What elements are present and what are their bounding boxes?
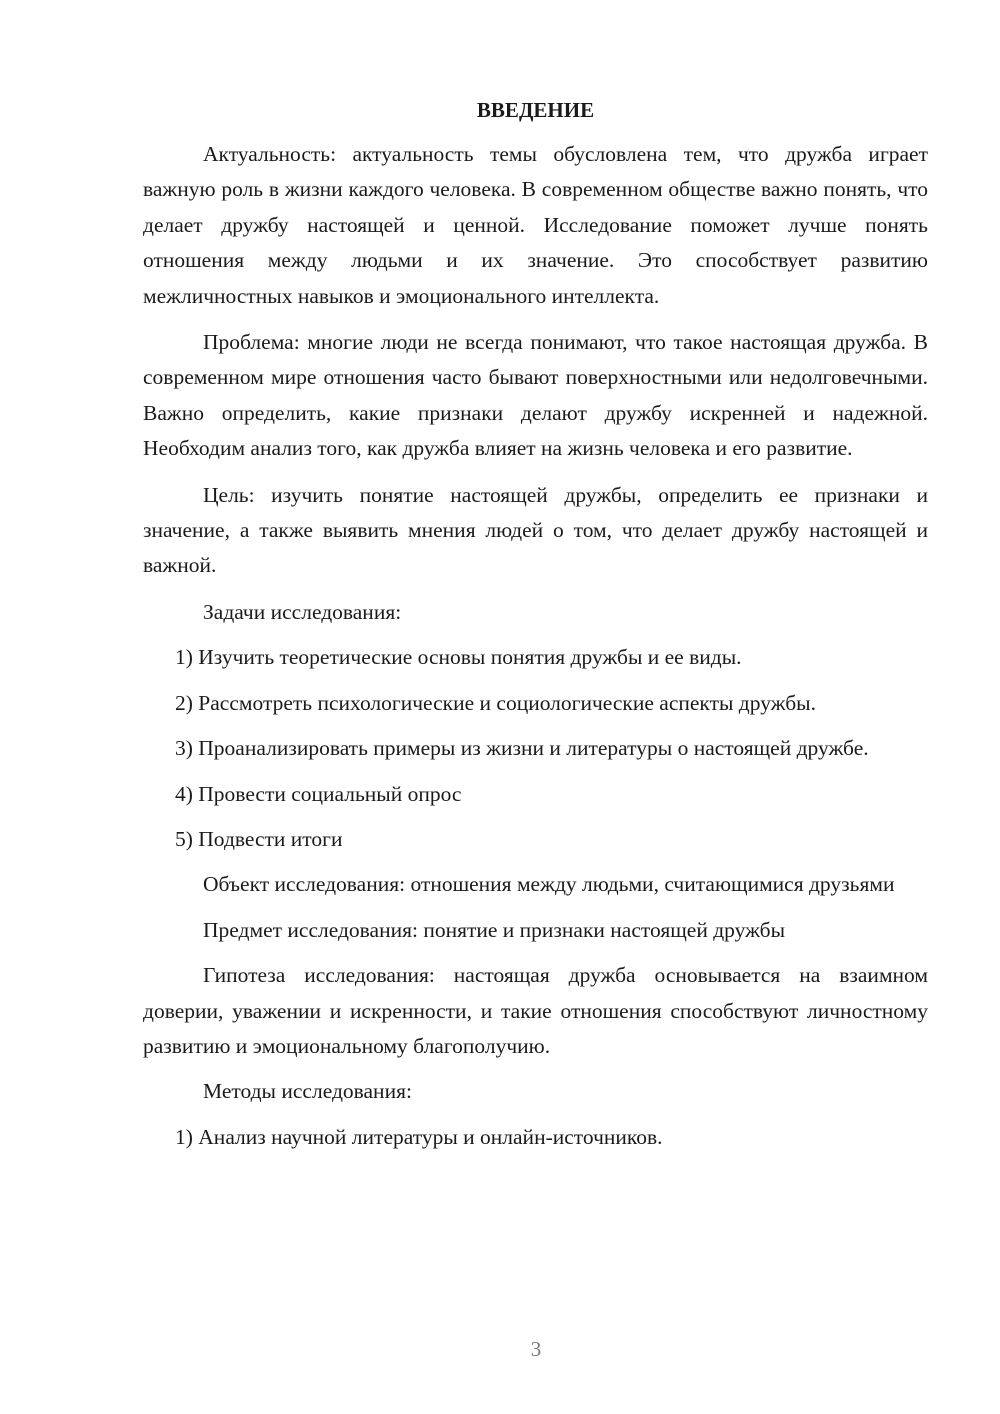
- subject-paragraph: Предмет исследования: понятие и признаки настоящей дружбы: [203, 917, 786, 942]
- task-item: 4) Провести социальный опрос: [175, 781, 462, 806]
- goal-paragraph: Цель: изучить понятие настоящей дружбы, определить ее признаки и значение, а также выявить мнения людей о том, что делает дружбу настоящей и важной.: [143, 482, 928, 578]
- task-item: 3) Проанализировать примеры из жизни и литературы о настоящей дружбе.: [175, 736, 869, 761]
- task-item: 1) Изучить теоретические основы понятия дружбы и ее виды.: [175, 645, 742, 670]
- object-paragraph: Объект исследования: отношения между людьми, считающимися друзьями: [203, 872, 895, 897]
- section-title: ВВЕДЕНИЕ: [476, 98, 595, 122]
- tasks-heading: Задачи исследования:: [203, 599, 402, 624]
- task-item: 2) Рассмотреть психологические и социологические аспекты дружбы.: [175, 690, 817, 715]
- problem-paragraph: Проблема: многие люди не всегда понимают, что такое настоящая дружба. В современном мире отношения часто бывают поверхностными или недолговечными. Важно определить, какие признаки делают дружбу искренней и надежной. Необходим анализ того, как дружба влияет на жизнь человека и его развитие.: [143, 330, 928, 461]
- methods-heading: Методы исследования:: [203, 1079, 412, 1104]
- relevance-paragraph: Актуальность: актуальность темы обусловлена тем, что дружба играет важную роль в жизни каждого человека. В современном обществе важно понять, что делает дружбу настоящей и ценной. Исследование поможет лучше понять отношения между людьми и их значение. Это способствует развитию межличностных навыков и эмоционального интеллекта.: [143, 142, 928, 308]
- hypothesis-paragraph: Гипотеза исследования: настоящая дружба основывается на взаимном доверии, уважении и искренности, и такие отношения способствуют личностному развитию и эмоциональному благополучию.: [143, 963, 928, 1058]
- method-item: 1) Анализ научной литературы и онлайн-источников.: [175, 1124, 663, 1149]
- document-page: [143, 98, 928, 1155]
- task-item: 5) Подвести итоги: [175, 826, 343, 851]
- page-number: 3: [530, 1337, 542, 1361]
